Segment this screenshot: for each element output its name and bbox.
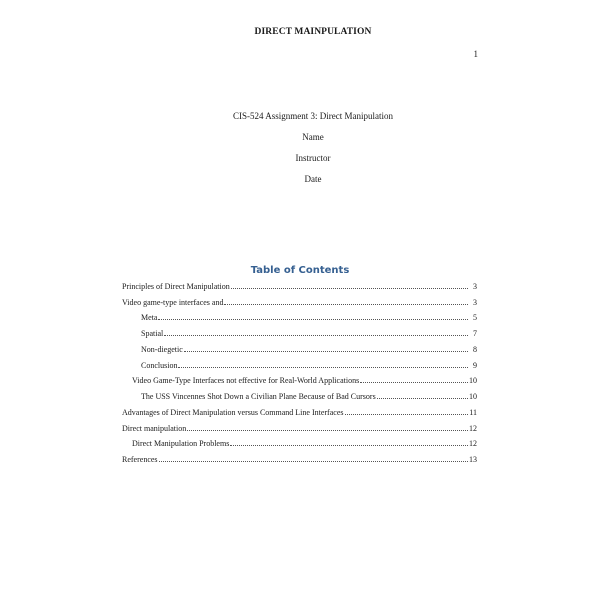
toc-entry[interactable] [122, 423, 477, 434]
document-date: Date [304, 174, 322, 184]
toc-entry[interactable] [122, 454, 477, 465]
toc-entry-page: 9 [473, 361, 477, 370]
toc-entry-label: Direct manipulation [122, 424, 187, 433]
toc-entry-label: Video game-type interfaces and [122, 298, 224, 307]
toc-dot-leader [187, 429, 468, 431]
toc-dot-leader [345, 413, 469, 415]
toc-entry-page: 5 [473, 313, 477, 322]
toc-dot-leader [224, 303, 468, 305]
page-number: 1 [473, 49, 478, 59]
toc-entry-label: Principles of Direct Manipulation [122, 282, 230, 291]
title-block [200, 111, 426, 195]
toc-entry-label: Meta [141, 313, 158, 322]
toc-dot-leader [377, 397, 468, 399]
toc-dot-leader [360, 381, 468, 383]
document-title: CIS-524 Assignment 3: Direct Manipulation [233, 111, 393, 121]
toc-entry-page: 10 [469, 376, 477, 385]
toc-entry-label: Direct Manipulation Problems [132, 439, 230, 448]
toc-dot-leader [178, 366, 468, 368]
toc-entry-page: 8 [473, 345, 477, 354]
toc-entry-label: The USS Vincennes Shot Down a Civilian Plane Because of Bad Cursors [141, 392, 376, 401]
toc-entry-page: 12 [469, 439, 477, 448]
toc-entry[interactable] [141, 391, 477, 402]
toc-entry-label: Spatial [141, 329, 164, 338]
toc-entry-page: 11 [469, 408, 477, 417]
toc-entry[interactable] [122, 281, 477, 292]
toc-entry[interactable] [141, 344, 477, 355]
toc-entry-label: Advantages of Direct Manipulation versus Command Line Interfaces [122, 408, 344, 417]
toc-entry-label: References [122, 455, 158, 464]
toc-entry-page: 13 [469, 455, 477, 464]
toc-entry-page: 7 [473, 329, 477, 338]
toc-dot-leader [158, 318, 468, 320]
toc-entry[interactable] [132, 375, 477, 386]
toc-entry-page: 3 [473, 298, 477, 307]
author-name: Name [302, 132, 324, 142]
toc-entry[interactable] [122, 407, 477, 418]
instructor-name: Instructor [295, 153, 331, 163]
toc-entry-label: Video Game-Type Interfaces not effective for Real-World Applications [132, 376, 360, 385]
toc-entry-page: 10 [469, 392, 477, 401]
toc-entry[interactable] [132, 438, 477, 449]
toc-entry[interactable] [141, 360, 477, 371]
toc-entry[interactable] [141, 328, 477, 339]
toc-dot-leader [230, 444, 468, 446]
toc-dot-leader [164, 334, 468, 336]
toc-entry-page: 3 [473, 282, 477, 291]
toc-entry-label: Non-diegetic [141, 345, 183, 354]
toc-dot-leader [159, 460, 468, 462]
toc-entry[interactable] [141, 312, 477, 323]
toc-entry-page: 12 [469, 424, 477, 433]
toc-entry[interactable] [122, 297, 477, 308]
toc-entry-label: Conclusion [141, 361, 178, 370]
toc-dot-leader [184, 350, 468, 352]
toc-dot-leader [231, 287, 468, 289]
toc-heading: Table of Contents [250, 265, 350, 276]
running-header: DIRECT MAINPULATION [254, 27, 372, 37]
